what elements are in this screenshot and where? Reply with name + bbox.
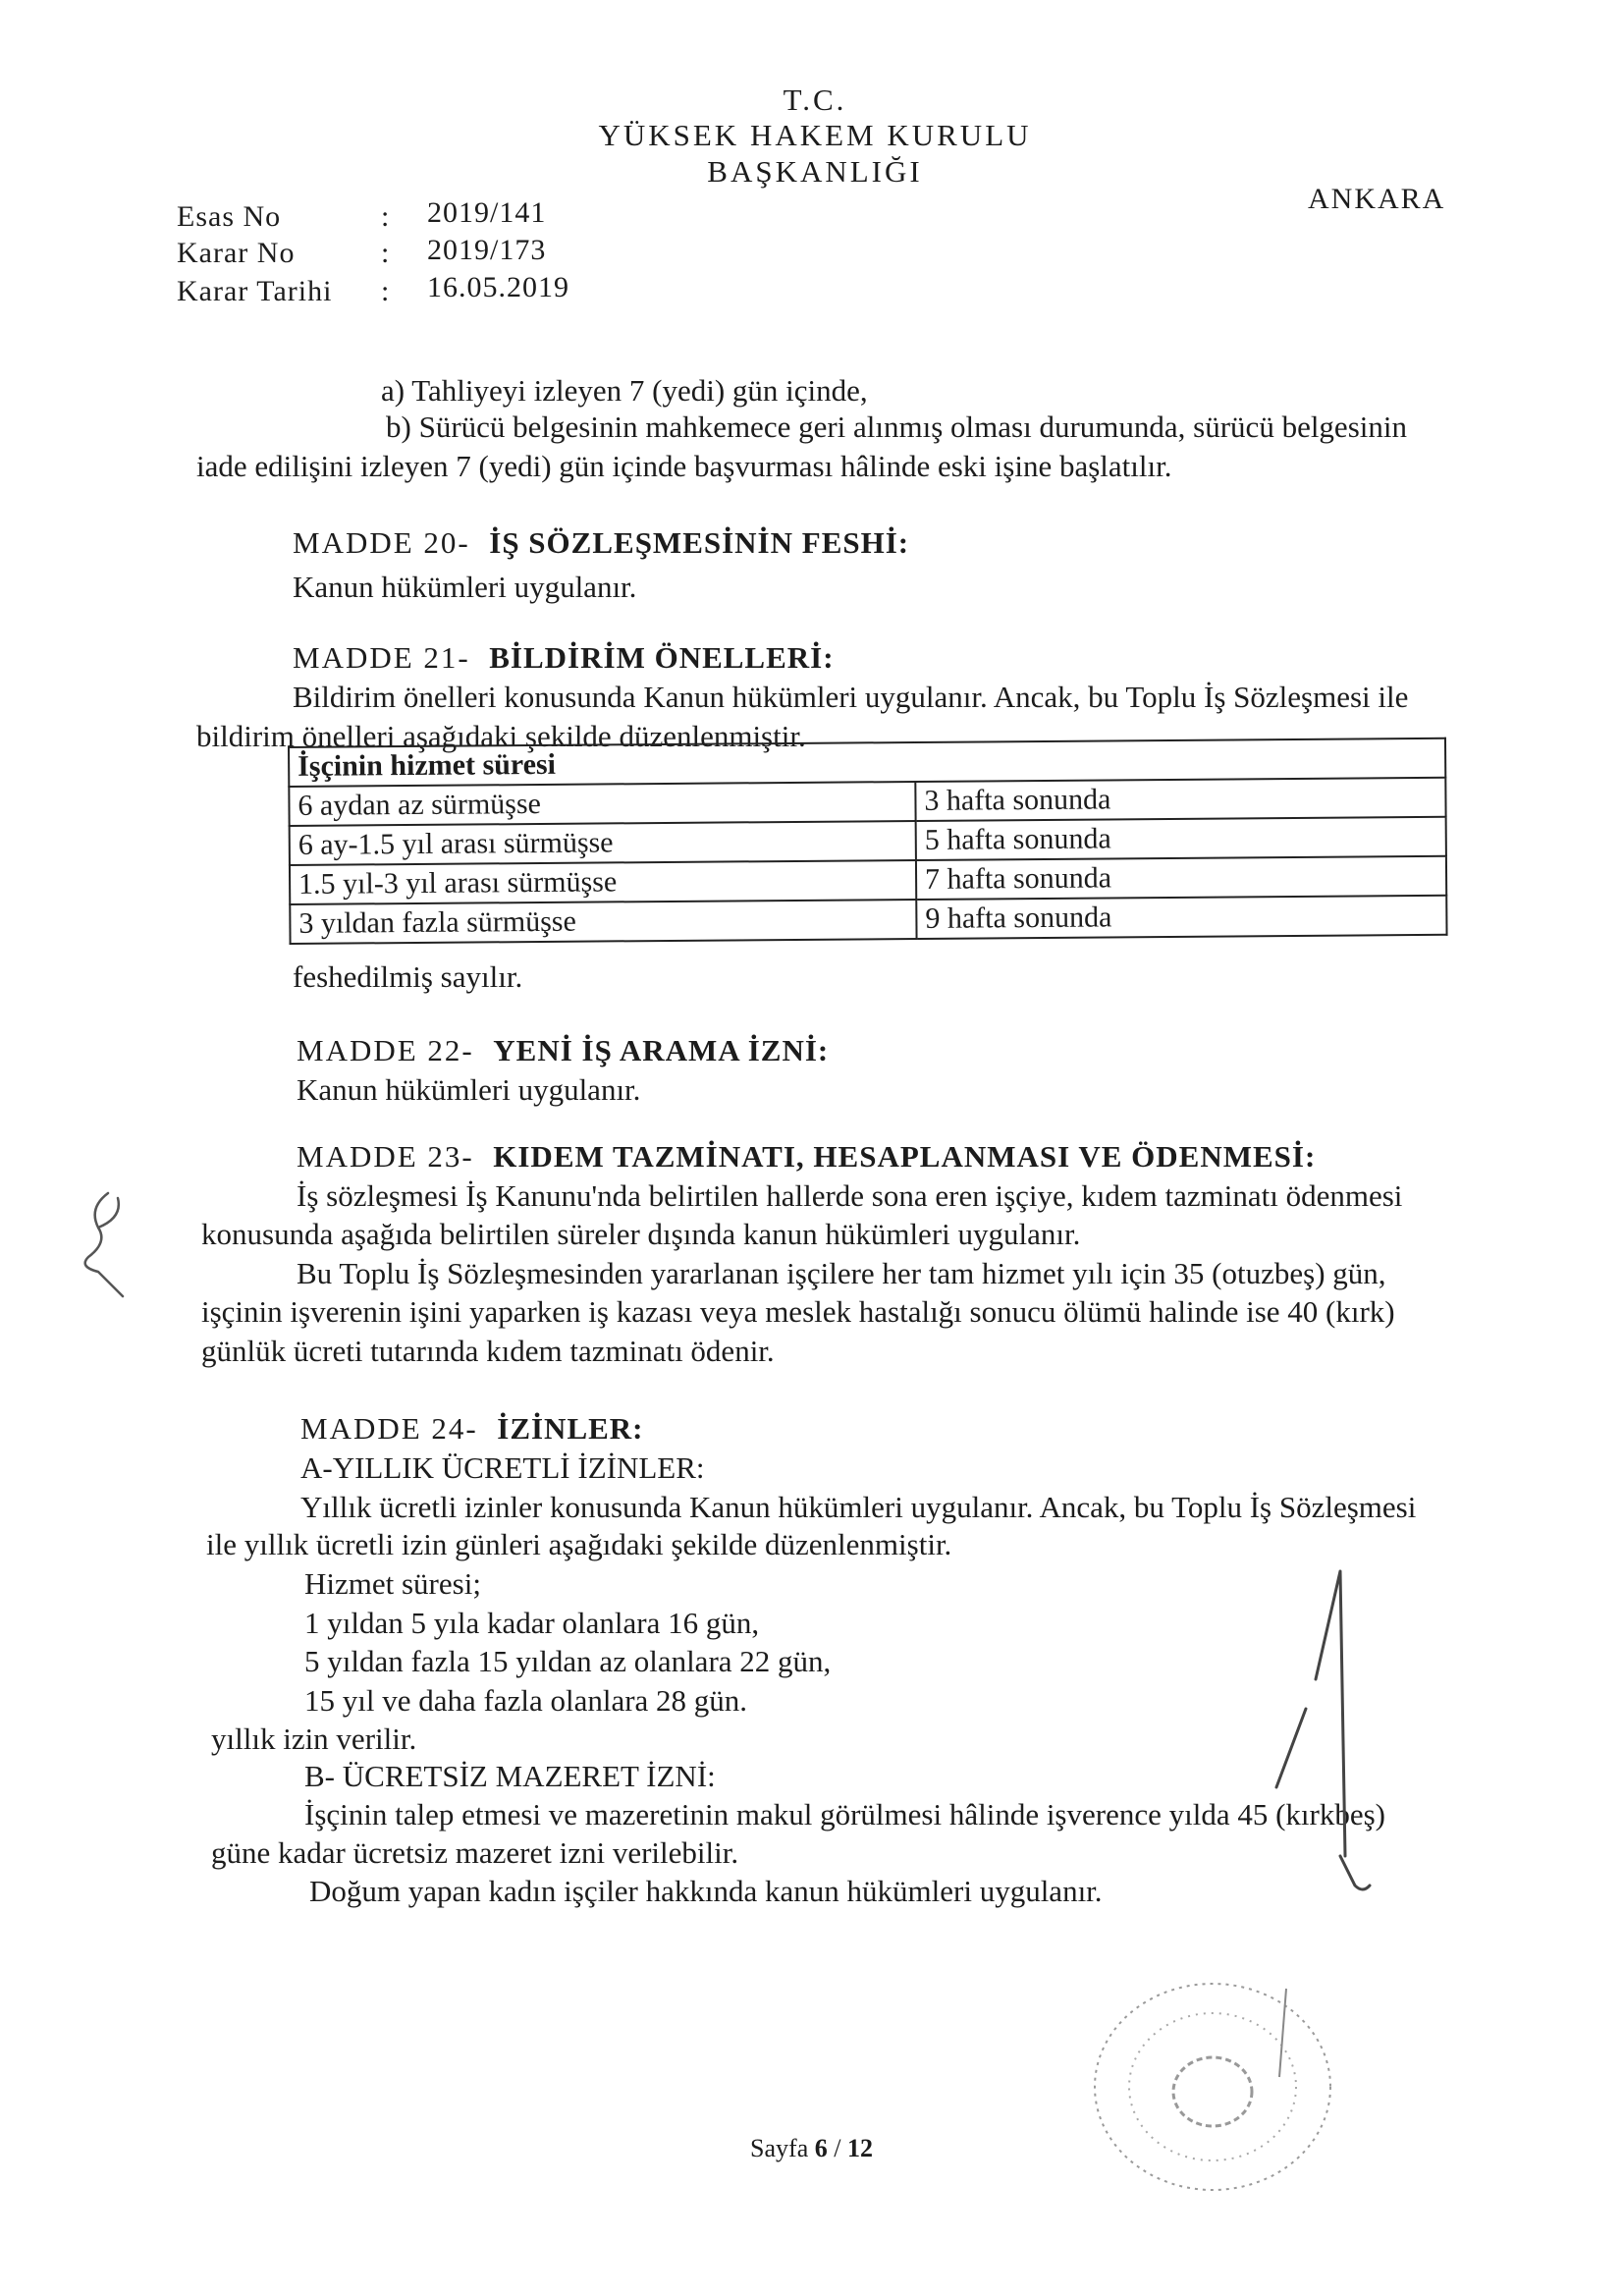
header-city: ANKARA <box>1308 183 1446 215</box>
article-22-heading <box>297 1033 829 1068</box>
table-cell-period: 6 aydan az sürmüşse <box>289 782 915 826</box>
article-22-text: Kanun hükümleri uygulanır. <box>297 1072 641 1107</box>
official-stamp <box>1065 1969 1350 2205</box>
page-current: 6 <box>814 2134 828 2162</box>
article-number: MADDE 21- <box>293 640 470 675</box>
meta-label-karar: Karar No <box>177 237 296 269</box>
header-line-office: BAŞKANLIĞI <box>707 154 923 189</box>
table-cell-period: 1.5 yıl-3 yıl arası sürmüşse <box>290 860 916 904</box>
signature-mark-left <box>69 1188 137 1306</box>
table-cell-period: 6 ay-1.5 yıl arası sürmüşse <box>290 821 916 865</box>
table-cell-notice: 9 hafta sonunda <box>916 896 1446 939</box>
section-a-line4: 1 yıldan 5 yıla kadar olanlara 16 gün, <box>304 1606 760 1640</box>
notice-period-table <box>288 738 1448 945</box>
meta-label-esas: Esas No <box>177 200 282 233</box>
table-cell-notice: 5 hafta sonunda <box>916 817 1446 860</box>
section-a-line6: 15 yıl ve daha fazla olanlara 28 gün. <box>304 1683 748 1718</box>
header-line-tc: T.C. <box>783 82 847 117</box>
table-header-cell: İşçinin hizmet süresi <box>289 738 1445 787</box>
article-title: YENİ İŞ ARAMA İZNİ: <box>493 1033 830 1067</box>
article-21-text-line1: Bildirim önelleri konusunda Kanun hükümleri uygulanır. Ancak, bu Toplu İş Sözleşmesi ile <box>293 680 1409 714</box>
article-title: KIDEM TAZMİNATI, HESAPLANMASI VE ÖDENMESİ: <box>493 1139 1317 1174</box>
article-title: İZİNLER: <box>497 1411 644 1446</box>
article-number: MADDE 23- <box>297 1139 474 1174</box>
article-24-heading <box>300 1411 644 1447</box>
section-b-line1: İşçinin talep etmesi ve mazeretinin makul görülmesi hâlinde işverence yılda 45 (kırkbeş) <box>304 1797 1385 1831</box>
article-23-p2-line3: günlük ücreti tutarında kıdem tazminatı ödenir. <box>201 1334 775 1368</box>
article-21-text-line2: bildirim önelleri aşağıdaki şekilde düzenlenmiştir. <box>196 719 806 753</box>
section-b-line3: Doğum yapan kadın işçiler hakkında kanun hükümleri uygulanır. <box>309 1874 1103 1908</box>
table-cell-period: 3 yıldan fazla sürmüşse <box>290 900 916 944</box>
section-a-line5: 5 yıldan fazla 15 yıldan az olanlara 22 gün, <box>304 1644 832 1678</box>
article-title: İŞ SÖZLEŞMESİNİN FESHİ: <box>489 525 910 560</box>
header-line-institution: YÜKSEK HAKEM KURULU <box>598 118 1032 152</box>
article-23-p2-line1: Bu Toplu İş Sözleşmesinden yararlanan işçilere her tam hizmet yılı için 35 (otuzbeş) gün, <box>297 1256 1386 1290</box>
article-23-p1-line2: konusunda aşağıda belirtilen süreler dışında kanun hükümleri uygulanır. <box>201 1217 1081 1251</box>
intro-item-a: a) Tahliyeyi izleyen 7 (yedi) gün içinde, <box>381 373 868 408</box>
meta-sep: : <box>381 200 391 233</box>
section-a-line7: yıllık izin verilir. <box>211 1722 417 1756</box>
meta-label-tarih: Karar Tarihi <box>177 275 333 307</box>
intro-item-b-line2: iade edilişini izleyen 7 (yedi) gün içinde başvurması hâlinde eski işine başlatılır. <box>196 449 1172 483</box>
article-23-p1-line1: İş sözleşmesi İş Kanunu'nda belirtilen hallerde sona eren işçiye, kıdem tazminatı ödenmesi <box>297 1178 1403 1213</box>
section-a-line3: Hizmet süresi; <box>304 1566 481 1601</box>
section-a-title: A-YILLIK ÜCRETLİ İZİNLER: <box>300 1450 705 1485</box>
meta-value-esas: 2019/141 <box>427 196 547 229</box>
table-cell-notice: 3 hafta sonunda <box>915 778 1445 821</box>
article-21-heading <box>293 640 835 676</box>
page-total: 12 <box>846 2134 873 2162</box>
article-20-text: Kanun hükümleri uygulanır. <box>293 570 637 604</box>
table-row <box>290 896 1446 944</box>
page-label: Sayfa <box>750 2134 809 2162</box>
article-23-heading <box>297 1139 1316 1175</box>
meta-value-tarih: 16.05.2019 <box>427 271 569 303</box>
article-23-p2-line2: işçinin işverenin işini yaparken iş kazası veya meslek hastalığı sonucu ölümü halinde ise 40 (kırk) <box>201 1294 1395 1329</box>
meta-sep: : <box>381 237 391 269</box>
table-cell-notice: 7 hafta sonunda <box>916 856 1446 900</box>
section-b-title: B- ÜCRETSİZ MAZERET İZNİ: <box>304 1759 716 1793</box>
article-number: MADDE 22- <box>297 1033 474 1067</box>
meta-value-karar: 2019/173 <box>427 234 547 266</box>
article-20-heading <box>293 525 909 561</box>
section-a-line2: ile yıllık ücretli izin günleri aşağıdaki şekilde düzenlenmiştir. <box>206 1527 952 1561</box>
section-b-line2: güne kadar ücretsiz mazeret izni verilebilir. <box>211 1835 739 1870</box>
article-number: MADDE 20- <box>293 525 470 560</box>
signature-mark-right <box>1247 1561 1394 1895</box>
intro-item-b-line1: b) Sürücü belgesinin mahkemece geri alınmış olması durumunda, sürücü belgesinin <box>386 410 1407 444</box>
page-number <box>0 2134 1623 2163</box>
page-sep: / <box>834 2134 841 2162</box>
section-a-line1: Yıllık ücretli izinler konusunda Kanun hükümleri uygulanır. Ancak, bu Toplu İş Sözleşmesi <box>300 1490 1417 1524</box>
meta-sep: : <box>381 275 391 307</box>
article-number: MADDE 24- <box>300 1411 478 1446</box>
article-title: BİLDİRİM ÖNELLERİ: <box>489 640 835 675</box>
article-21-after-table: feshedilmiş sayılır. <box>293 959 523 994</box>
